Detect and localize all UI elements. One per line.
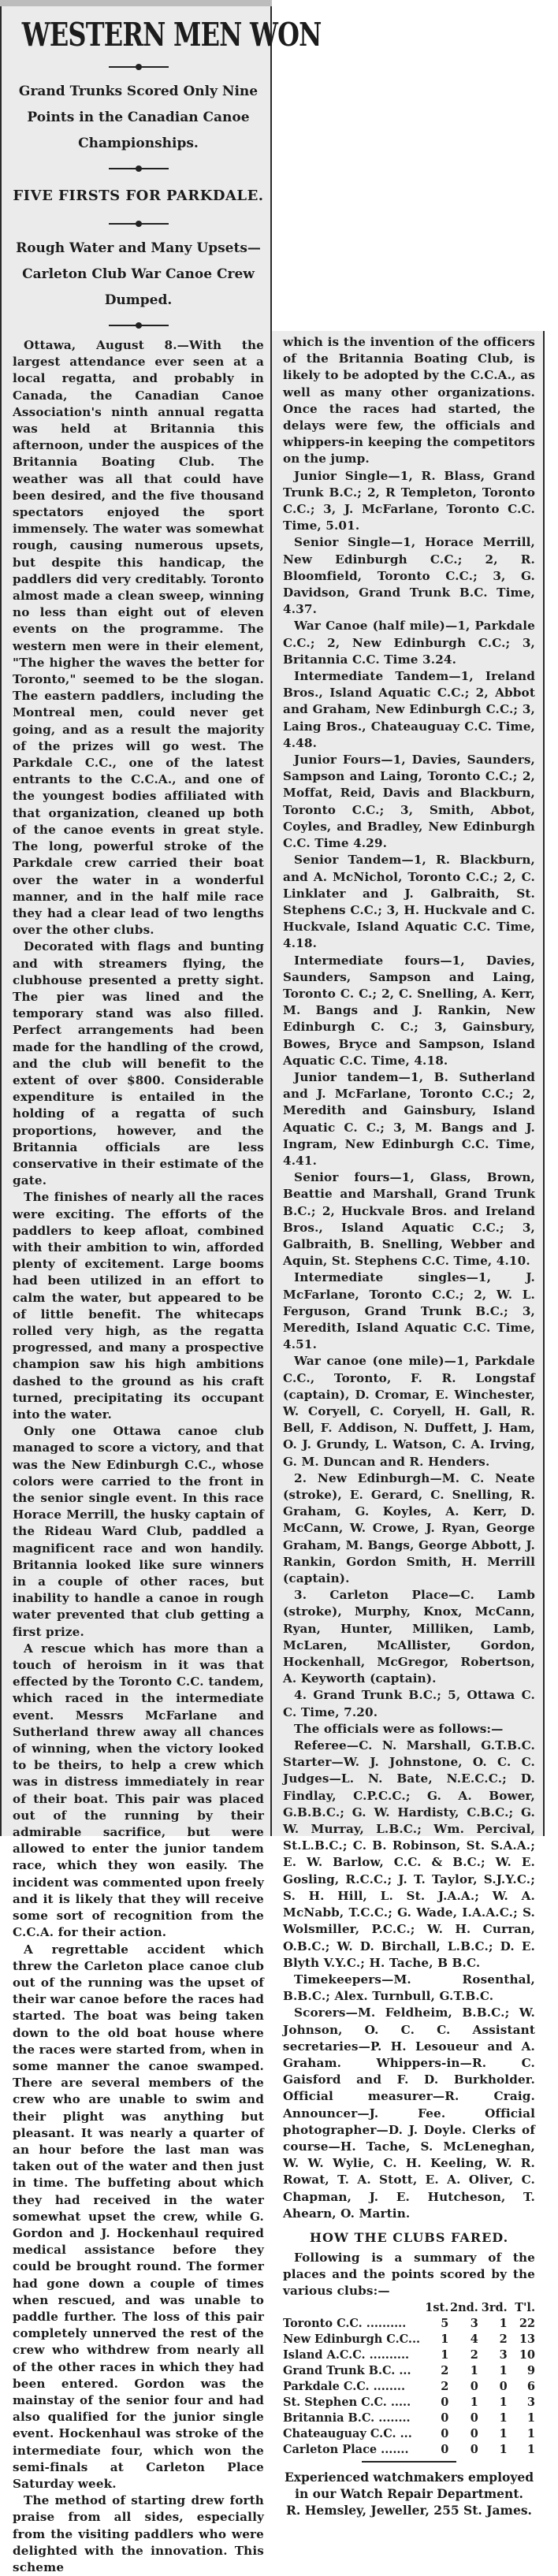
- cell-total: 1: [526, 2426, 535, 2440]
- cell-second: 1: [470, 2363, 478, 2377]
- race-result: 2. New Edinburgh—M. C. Neate (stroke), E. Gerard, C. Snelling, R. Graham, G. Koyles, A. Kerr, D. McCann, W. Crowe, J. Ryan, George Graham, M. Bangs, George Abbott, J. Rankin, Gordon Smith, H. Merrill (captain).: [283, 1470, 535, 1586]
- club-points-table: [283, 2300, 535, 2458]
- table-row: [283, 2316, 535, 2332]
- cell-total: 1: [526, 2442, 535, 2456]
- cell-total: 6: [526, 2379, 535, 2393]
- table-header-row: [283, 2300, 535, 2316]
- headline: WESTERN MEN WON: [21, 16, 322, 54]
- table-row: [283, 2411, 535, 2426]
- header-third: 3rd.: [481, 2300, 508, 2314]
- cell-third: 1: [499, 2363, 508, 2377]
- cell-third: 1: [499, 2395, 508, 2409]
- table-end-rule: [362, 2461, 456, 2463]
- cell-club: Britannia B.C. ........: [283, 2411, 411, 2425]
- cell-second: 0: [470, 2426, 478, 2440]
- officials-intro: The officials were as follows:—: [294, 1721, 504, 1736]
- summary-intro-text: Following is a summary of the places and the points scored by the various clubs:—: [283, 2250, 535, 2299]
- cell-second: 0: [470, 2411, 478, 2425]
- ad-line-1: Experienced watchmakers employed in our Watch Repair Department.: [284, 2469, 534, 2501]
- cell-third: 1: [499, 2411, 508, 2425]
- ornamental-divider: [13, 163, 264, 174]
- cell-first: 2: [441, 2363, 449, 2377]
- officials-list: Timekeepers—M. Rosenthal, B.B.C.; Alex. Turnbull, G.T.B.C.: [283, 1972, 535, 2004]
- cell-total: 22: [519, 2316, 535, 2330]
- cell-club: St. Stephen C.C. .....: [283, 2395, 411, 2409]
- summary-title: HOW THE CLUBS FARED.: [309, 2229, 509, 2245]
- table-row: [283, 2442, 535, 2458]
- cell-third: 1: [499, 2442, 508, 2456]
- left-column: [0, 6, 322, 2575]
- officials-list: Referee—C. N. Marshall, G.T.B.C. Starter—W. J. Johnstone, O. C. C. Judges—L. N. Bate, N.E.C.C.; D. Findlay, C.P.C.C.; G. A. Bower, G.B.B.C.; G. W. Hardisty, C.B.C.; G. W. Murray, L.B.C.; Wm. Percival, St.L.B.C.; C. B. Robinson, St. S.A.A.; E. W. Barlow, C.C. & B.C.; W. E. Gosling, R.C.C.; J. T. Taylor, S.J.Y.C.; S. H. Hill, L. St. J.A.A.; W. A. McNabb, T.C.C.; G. Wade, I.A.A.C.; S. Wolsmiller, P.C.C.; W. H. Curran, O.B.C.; W. D. Birchall, L.B.C.; D. E. Blyth V.Y.C.; H. Tache, B B.C.: [283, 1738, 535, 1970]
- race-result: Senior Single—1, Horace Merrill, New Edinburgh C.C.; 2, R. Bloomfield, Toronto C.C.; 3, G. Davidson, Grand Trunk B.C. Time, 4.37.: [283, 535, 535, 617]
- cell-first: 1: [441, 2347, 449, 2362]
- cell-total: 9: [526, 2363, 535, 2377]
- article-paragraph: The finishes of nearly all the races were exciting. The efforts of the paddlers to keep afloat, combined with their ambition to win, afforded plenty of excitement. Large booms had been utilized in an effort to calm the water, but appeared to be of little benefit. The whitecaps rolled very high, as the regatta progressed, and many a prospective champion saw his high ambitions dashed to the ground as his craft turned, precipitating its occupant into the water.: [13, 1190, 264, 1422]
- officials-list: Scorers—M. Feldheim, B.B.C.; W. Johnson, O. C. C. Assistant secretaries—P. H. Lesoueur and A. Graham. Whippers-in—R. C. Gaisford and F. D. Burkholder. Official measurer—R. Craig. Announcer—J. Fee. Official photographer—D. J. Doyle. Clerks of course—H. Tache, S. McLeneghan, W. W. Wylie, C. H. Keeling, W. R. Rowat, T. A. Stott, E. A. Oliver, C. Chapman, J. E. Hutcheson, T. Ahearn, O. Martin.: [283, 2005, 535, 2221]
- cell-second: 4: [470, 2332, 478, 2346]
- cell-club: New Edinburgh C.C...: [283, 2332, 421, 2346]
- table-row: [283, 2363, 535, 2379]
- article-paragraph: The method of starting drew forth praise from all sides, especially from the visiting paddlers who were delighted with the innovation. This scheme: [13, 2493, 264, 2575]
- table-row: [283, 2332, 535, 2347]
- race-result: 3. Carleton Place—C. Lamb (stroke), Murphy, Knox, McCann, Ryan, Hunter, Milliken, Lamb, McLaren, McAllister, Gordon, Hockenhall, McGregor, Robertson, A. Keyworth (captain).: [283, 1588, 535, 1686]
- cell-club: Parkdale C.C. ........: [283, 2379, 406, 2393]
- cell-club: Grand Trunk B.C. ...: [283, 2363, 411, 2377]
- article-body-left: [13, 337, 264, 2576]
- cell-third: 0: [499, 2379, 508, 2393]
- race-result: Senior fours—1, Glass, Brown, Beattie and Marshall, Grand Trunk B.C.; 2, Huckvale Bros. and Ireland Bros., Island Aquatic C.C.; 3, Galbraith, B. Snelling, Webber and Aquin, St. Stephens C.C. Time, 4.10.: [283, 1170, 535, 1269]
- cell-club: Carleton Place .......: [283, 2442, 409, 2456]
- deck-subheadline-1: Grand Trunks Scored Only Nine Points in the Canadian Canoe Championships.: [18, 84, 259, 151]
- cell-first: 1: [441, 2332, 449, 2346]
- cell-club: Chateauguay C.C. ...: [283, 2426, 412, 2440]
- cell-first: 2: [441, 2379, 449, 2393]
- race-result: Junior Fours—1, Davies, Saunders, Sampson and Laing, Toronto C.C.; 2, Moffat, Reid, Davis and Blackburn, Toronto C.C.; 3, Smith, Abbot, Coyles, and Bradley, New Edinburgh C.C. Time 4.29.: [283, 753, 535, 851]
- advertisement: [283, 2469, 535, 2518]
- header-club: [283, 2300, 420, 2316]
- cell-third: 1: [499, 2316, 508, 2330]
- cell-second: 0: [470, 2379, 478, 2393]
- cell-third: 1: [499, 2426, 508, 2440]
- article-paragraph: Only one Ottawa canoe club managed to score a victory, and that was the New Edinburgh C.C., whose colors were carried to the front in the senior single event. In this race Horace Merrill, the husky captain of the Rideau Ward Club, paddled a magnificent race and won handily. Britannia looked like sure winners in a couple of other races, but inability to handle a canoe in rough water prevented that club getting a first prize.: [13, 1424, 264, 1639]
- cell-first: 0: [441, 2442, 449, 2456]
- header-first: 1st.: [425, 2300, 449, 2314]
- article-paragraph: which is the invention of the officers of the Britannia Boating Club, is likely to be adopted by the C.C.A., as well as many other organizations. Once the races had started, the delays were few, the officials and whippers-in keeping the competitors on the jump.: [283, 335, 535, 467]
- table-row: [283, 2426, 535, 2442]
- header-total: T'l.: [515, 2300, 535, 2314]
- cell-first: 0: [441, 2411, 449, 2425]
- cell-first: 5: [441, 2316, 449, 2330]
- race-result: War canoe (one mile)—1, Parkdale C.C., Toronto, F. R. Longstaf (captain), D. Cromar, E. Winchester, W. Coryell, C. Coryell, H. Gall, R. Bell, F. Addison, N. Duffett, J. Ham, O. J. Grundy, L. Watson, C. A. Irving, G. M. Duncan and R. Henders.: [283, 1354, 535, 1469]
- article-body-right: [283, 334, 535, 2222]
- table-row: [283, 2347, 535, 2363]
- race-result: Senior Tandem—1, R. Blackburn, and A. McNichol, Toronto C.C.; 2, C. Linklater and J. Galbraith, St. Stephens C.C.; 3, H. Huckvale and C. Huckvale, Island Aquatic C.C. Time, 4.18.: [283, 853, 535, 951]
- cell-second: 2: [470, 2347, 478, 2362]
- cell-third: 3: [499, 2347, 508, 2362]
- race-result: Intermediate singles—1, J. McFarlane, Toronto C.C.; 2, W. L. Ferguson, Grand Trunk B.C.; 3, Meredith, Island Aquatic C.C. Time, 4.51.: [283, 1270, 535, 1352]
- article-paragraph: Ottawa, August 8.—With the largest attendance ever seen at a local regatta, and probably in Canada, the Canadian Canoe Association's ninth annual regatta was held at Britannia this afternoon, under the auspices of the Britannia Boating Club. The weather was all that could have been desired, and the five thousand spectators enjoyed the sport immensely. The water was somewhat rough, causing numerous upsets, but despite this handicap, the paddlers did very creditably. Toronto almost made a clean sweep, winning no less than eight out of eleven events on the programme. The western men were in their element, "The higher the waves the better for Toronto," seemed to be the slogan. The eastern paddlers, including the Montreal men, could never get going, and as a result the majority of the prizes will go west. The Parkdale C.C., one of the latest entrants to the C.C.A., and one of the youngest bodies affiliated with that organization, cleaned up both of the canoe events in great style. The long, powerful stroke of the Parkdale crew carried their boat over the water in a wonderful manner, and in the half mile race they had a clear lead of two lengths over the other clubs.: [13, 338, 264, 938]
- cell-second: 3: [470, 2316, 478, 2330]
- cell-club: Island A.C.C. ..........: [283, 2347, 410, 2362]
- right-column: [270, 331, 545, 2518]
- deck-subheadline-3: Rough Water and Many Upsets—Carleton Club War Canoe Crew Dumped.: [16, 240, 261, 308]
- race-result: War Canoe (half mile)—1, Parkdale C.C.; 2, New Edinburgh C.C.; 3, Britannia C.C. Time 3.24.: [283, 619, 535, 667]
- cell-club: Toronto C.C. ..........: [283, 2316, 407, 2330]
- cell-first: 0: [441, 2426, 449, 2440]
- header-second: 2nd.: [449, 2300, 478, 2314]
- cell-total: 10: [519, 2347, 535, 2362]
- race-result: 4. Grand Trunk B.C.; 5, Ottawa C. C. Time, 7.20.: [283, 1688, 535, 1719]
- ornamental-divider: [13, 320, 264, 331]
- table-row: [283, 2379, 535, 2395]
- table-row: [283, 2395, 535, 2411]
- race-result: Junior tandem—1, B. Sutherland and J. McFarlane, Toronto C.C.; 2, Meredith and Gainsbury, Island Aquatic C. C.; 3, M. Bangs and J. Ingram, New Edinburgh C.C. Time, 4.41.: [283, 1069, 535, 1168]
- cell-total: 1: [526, 2411, 535, 2425]
- article-paragraph: A regrettable accident which threw the Carleton place canoe club out of the running was the upset of their war canoe before the races had started. The boat was being taken down to the old boat house where the races were started from, when in some manner the canoe swamped. There are several members of the crew who are unable to swim and their plight was anything but pleasant. It was nearly a quarter of an hour before the last man was taken out of the water and then just in time. The buffeting about which they had received in the water somewhat upset the crew, while G. Gordon and J. Hockenhaul required medical assistance before they could be brought round. The former had gone down a couple of times when rescued, and was unable to paddle further. The loss of this pair completely unnerved the rest of the crew who withdrew from nearly all of the other races in which they had been entered. Gordon was the mainstay of the senior four and had also qualified for the junior single event. Hockenhaul was stroke of the intermediate four, which won the semi-finals at Carleton Place Saturday week.: [13, 1942, 264, 2491]
- article-paragraph: Decorated with flags and bunting and with streamers flying, the clubhouse presented a pretty sight. The pier was lined and the temporary stand was also filled. Perfect arrangements had been made for the handling of the crowd, and the club will benefit to the extent of over $800. Considerable expenditure is entailed in the holding of a regatta of such proportions, however, and the Britannia officials are less conservative in their estimate of the gate.: [13, 939, 264, 1188]
- race-result: Intermediate Tandem—1, Ireland Bros., Island Aquatic C.C.; 2, Abbot and Graham, New Edinburgh C.C.; 3, Laing Bros., Chateauguay C.C. Time, 4.48.: [283, 669, 535, 750]
- summary-intro: [283, 2250, 535, 2300]
- ornamental-divider: [13, 218, 264, 229]
- cell-second: 1: [470, 2395, 478, 2409]
- cell-third: 2: [499, 2332, 508, 2346]
- ad-line-2: R. Hemsley, Jeweller, 255 St. James.: [286, 2502, 532, 2518]
- article-paragraph: A rescue which has more than a touch of heroism in it was that effected by the Toronto C.C. tandem, which raced in the intermediate event. Messrs McFarlane and Sutherland threw away all chances of winning, when the victory looked to be theirs, to help a crew which was in distress immediately in rear of their boat. This pair was placed out of the running by their admirable sacrifice, but were allowed to enter the junior tandem race, which they won easily. The incident was commented upon freely and it is likely that they will receive some sort of recognition from the C.C.A. for their action.: [13, 1641, 264, 1940]
- cell-first: 0: [441, 2395, 449, 2409]
- race-result: Intermediate fours—1, Davies, Saunders, Sampson and Laing, Toronto C. C.; 2, C. Snelling, A. Kerr, M. Bangs and J. Rankin, New Edinburgh C. C.; 3, Gainsbury, Bowes, Bryce and Sampson, Island Aquatic C.C. Time, 4.18.: [283, 953, 535, 1068]
- cell-total: 13: [519, 2332, 535, 2346]
- ornamental-divider: [13, 61, 264, 72]
- cell-second: 0: [470, 2442, 478, 2456]
- cell-total: 3: [526, 2395, 535, 2409]
- page-top-shadow: [0, 0, 272, 6]
- deck-subheadline-2: FIVE FIRSTS FOR PARKDALE.: [13, 188, 264, 204]
- race-result: Junior Single—1, R. Blass, Grand Trunk B.C.; 2, R Templeton, Toronto C.C.; 3, J. McFarlane, Toronto C.C. Time, 5.01.: [283, 468, 535, 533]
